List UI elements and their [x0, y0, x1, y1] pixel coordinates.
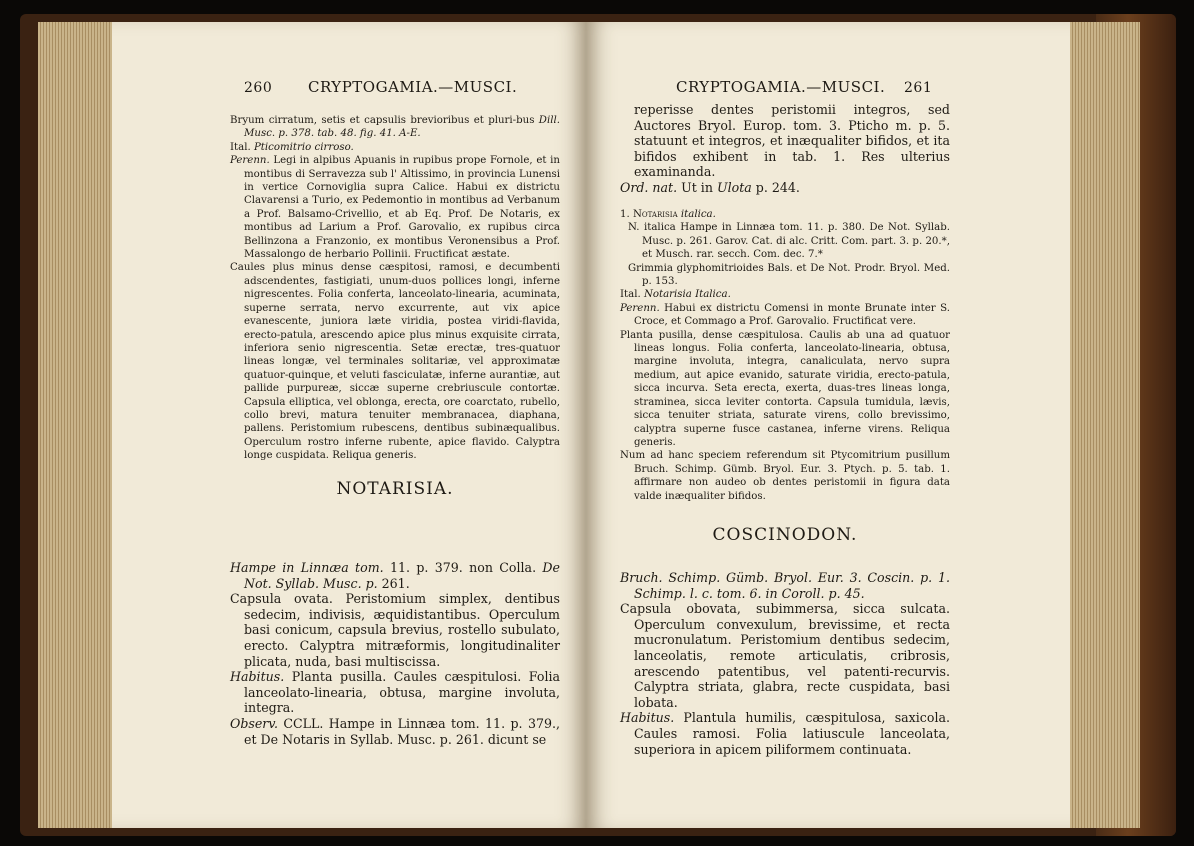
- coscinodon-habitus: Habitus. Plantula humilis, cæspitulosa, saxicola. Caules ramosi. Folia latiuscule lanceolata, superiora in apicem piliformem continuata.: [620, 710, 950, 757]
- right-continuation-block: [620, 102, 950, 196]
- coscinodon-capsula: Capsula obovata, subimmersa, sicca sulcata. Operculum convexulum, brevissime, et recta mucronulatum. Peristomium dentibus sedecim, lanceolatis, remote articulatis, cribrosis, arescendo patentibus, vel patenti-recurvis. Calyptra striata, glabra, recte cuspidata, basi lobata.: [620, 601, 950, 710]
- bryum-entry: Bryum cirratum, setis et capsulis brevioribus et pluri-bus Dill. Musc. p. 378. tab. 48. fig. 41. A-E.: [230, 115, 560, 140]
- left-running-head: CRYPTOGAMIA.—MUSCI.: [308, 78, 518, 96]
- species-block: [620, 208, 950, 564]
- continuation-text: reperisse dentes peristomii integros, sed Auctores Bryol. Europ. tom. 3. Pticho m. p. 5. statuunt et integros, et inæqualiter bifidos, et ita bifidos exhibent in tab. 1. Res ulterius examinanda.: [634, 102, 950, 180]
- synonym-1: N. italica Hampe in Linnæa tom. 11. p. 380. De Not. Syllab. Musc. p. 261. Garov. Cat. di alc. Critt. Com. part. 3. p. 20.*, et Musch. rar. secch. Com. dec. 7.*: [628, 222, 950, 261]
- species-heading: 1. Notarisia italica.: [620, 209, 716, 220]
- notarisia-capsula: Capsula ovata. Peristomium simplex, dentibus sedecim, indivisis, æquidistantibus. Operculum basi conicum, capsula brevius, rostello subulato, erecto. Calyptra mitræformis, longitudinaliter plicata, nuda, basi multiscissa.: [230, 591, 560, 669]
- left-page-number: 260: [244, 80, 273, 96]
- coscinodon-block: [620, 570, 950, 757]
- species-num-note: Num ad hanc speciem referendum sit Ptycomitrium pusillum Bruch. Schimp. Gümb. Bryol. Eur. 3. Ptych. p. 5. tab. 1. affirmare non audeo ob dentes peristomii in figura data valde inæqualiter bifidos.: [620, 450, 950, 502]
- bryum-perenn: Perenn. Legi in alpibus Apuanis in rupibus prope Fornole, et in montibus di Serravezza sub l' Altissimo, in provincia Lunensi in vertice Cornoviglia supra Calice. Habui ex districtu Clavarensi a Turio, ex Pedemontio in montibus ad Verbanum a Prof. Balsamo-Crivellio, et ab Eq. Prof. De Notaris, ex montibus ad Larium a Prof. Garovalio, ex rupibus circa Bellinzona a Franzonio, ex montibus Veronensibus a Prof. Massalongo de herbario Pollinii. Fructificat æstate.: [230, 155, 560, 261]
- synonym-2: Grimmia glyphomitrioides Bals. et De Not. Prodr. Bryol. Med. p. 153.: [628, 262, 950, 288]
- page-edges-left: [38, 22, 118, 828]
- bryum-description: Caules plus minus dense cæspitosi, ramosi, e decumbenti adscendentes, fastigiati, unum-duos pollices longi, inferne nigrescentes. Folia conferta, lanceolato-linearia, acuminata, superne serrata, nervo excurrente, aut vix apice evanescente, juniora læte viridia, postea viridi-flavida, erecto-patula, arescendo apice plus minus exquisite cirrata, inferiora senio nigrescentia. Setæ erectæ, tres-quatuor lineas longæ, vel terminales solitariæ, vel approximatæ quatuor-quinque, et veluti fasciculatæ, inferne aurantiæ, aut pallide purpureæ, siccæ superne crebriuscule contortæ. Capsula elliptica, vel oblonga, erecta, ore coarctato, rubello, collo brevi, matura tenuiter membranacea, diaphana, pallens. Peristomium rubescens, dentibus subinæqualibus. Operculum rostro inferne rubente, apice flavido. Calyptra longe cuspidata. Reliqua generis.: [230, 262, 560, 462]
- notarisia-reference: Hampe in Linnæa tom. 11. p. 379. non Colla. De Not. Syllab. Musc. p. 261.: [230, 560, 560, 591]
- species-perenn: Perenn. Habui ex districtu Comensi in monte Brunate inter S. Croce, et Commago a Prof. Garovalio. Fructificat vere.: [620, 302, 950, 328]
- right-running-head: CRYPTOGAMIA.—MUSCI.: [676, 78, 886, 96]
- notarisia-block: [230, 560, 560, 747]
- left-page: [112, 22, 586, 828]
- ord-nat: Ord. nat. Ut in Ulota p. 244.: [620, 179, 800, 195]
- right-page: [586, 22, 1070, 828]
- notarisia-observ: Observ. CCLL. Hampe in Linnæa tom. 11. p. 379., et De Notaris in Syllab. Musc. p. 261. dicunt se: [230, 715, 560, 747]
- coscinodon-title: COSCINODON.: [712, 524, 858, 545]
- left-text-block: [230, 114, 560, 518]
- bryum-ital: Ital. Pticomitrio cirroso.: [230, 141, 354, 153]
- coscinodon-reference: Bruch. Schimp. Gümb. Bryol. Eur. 3. Coscin. p. 1. Schimp. l. c. tom. 6. in Coroll. p. 45.: [620, 570, 950, 601]
- notarisia-title: NOTARISIA.: [336, 478, 454, 499]
- page-edges-right: [1070, 22, 1140, 828]
- species-planta: Planta pusilla, dense cæspitulosa. Caulis ab una ad quatuor lineas longus. Folia conferta, lanceolato-linearia, obtusa, margine involuta, integra, canaliculata, nervo supra medium, aut apice evanido, saturate viridia, erecto-patula, sicca incurva. Seta erecta, exerta, duas-tres lineas longa, straminea, sicca leviter contorta. Capsula tumidula, lævis, sicca tenuiter striata, saturate virens, collo brevissimo, calyptra superne fusce castanea, inferne virens. Reliqua generis.: [620, 329, 950, 448]
- species-ital: Ital. Notarisia Italica.: [620, 289, 731, 301]
- notarisia-habitus: Habitus. Planta pusilla. Caules cæspitulosi. Folia lanceolato-linearia, obtusa, margine involuta, integra.: [230, 669, 561, 716]
- right-page-number: 261: [904, 80, 933, 96]
